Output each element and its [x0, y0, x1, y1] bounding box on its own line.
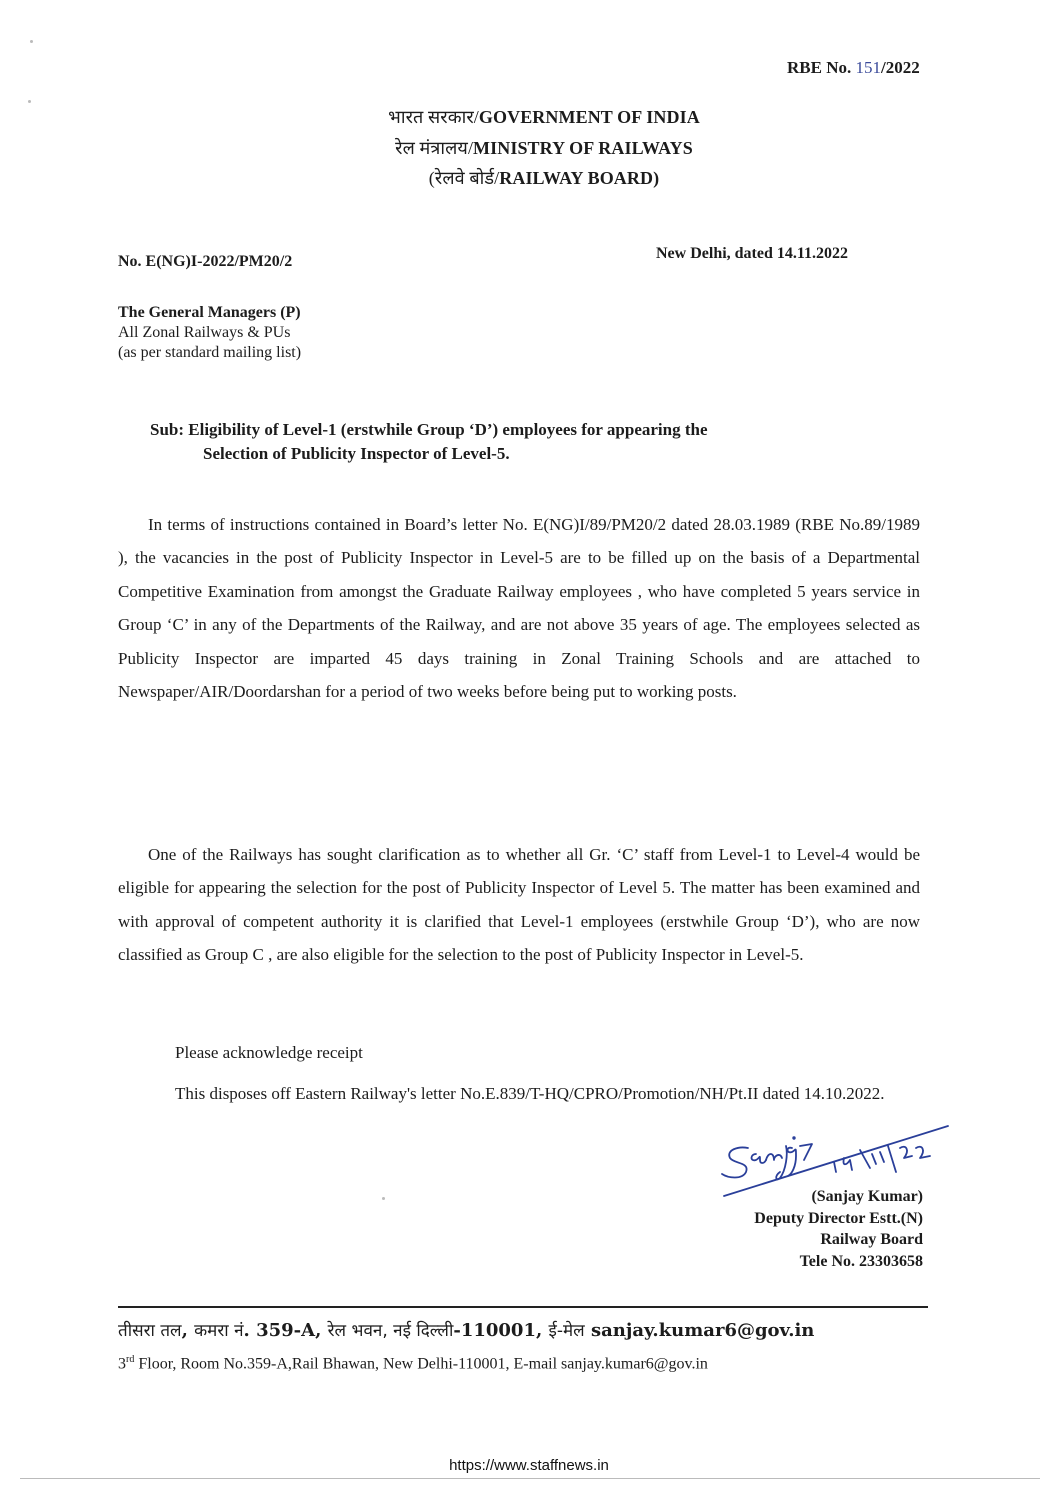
footer-hindi-building: रेल भवन, नई दिल्ली	[327, 1321, 454, 1341]
rbe-handwritten-number: 151	[855, 58, 881, 77]
signatory-office: Railway Board	[820, 1231, 923, 1248]
footer-hindi-address	[118, 1318, 814, 1341]
signatory-designation: Deputy Director Estt.(N)	[754, 1209, 923, 1227]
footer-hindi-email-label: ई-मेल	[548, 1321, 585, 1341]
body-paragraph-1-text: In terms of instructions contained in Board’s letter No. E(NG)I/89/PM20/2 dated 28.03.1989 (RBE No.89/1989 ), the vacancies in the post of Publicity Inspector in Level-5 are to be filled up on the basis of a Departmental Competitive Examination from amongst the Graduate Railway employees , who have completed 5 years service in Group ‘C’ in any of the Departments of the Railway, and are not above 35 years of age. The employees selected as Publicity Inspector are imparted 45 days training in Zonal Training Schools and are attached to Newspaper/AIR/Doordarshan for a period of two weeks before being put to working posts.	[118, 515, 920, 702]
header-board	[0, 166, 1058, 190]
body-paragraph-2-text: One of the Railways has sought clarification as to whether all Gr. ‘C’ staff from Level-1 to Level-4 would be eligible for appearing the selection for the post of Publicity Inspector of Level 5. The matter has been examined and with approval of competent authority it is clarified that Level-1 employees (erstwhile Group ‘D’), who are now classified as Group C , are also eligible for the selection to the post of Publicity Inspector in Level-5.	[118, 845, 920, 965]
scan-speck	[382, 1197, 385, 1200]
footer-divider	[118, 1306, 928, 1308]
header-ministry-hindi: रेल मंत्रालय/	[395, 138, 474, 158]
header-ministry-english: MINISTRY OF RAILWAYS	[473, 138, 693, 158]
header-government	[0, 105, 1058, 129]
addressee-line-3: (as per standard mailing list)	[118, 344, 302, 361]
scan-speck	[30, 40, 33, 43]
signatory-block	[660, 1186, 923, 1272]
place-date: New Delhi, dated 14.11.2022	[656, 245, 848, 262]
footer-email: sanjay.kumar6@gov.in	[584, 1320, 815, 1341]
page-bottom-edge	[20, 1478, 1040, 1479]
subject	[150, 418, 920, 466]
header-board-english: RAILWAY BOARD)	[499, 168, 660, 188]
rbe-number	[787, 58, 920, 78]
addressee-line-1: The General Managers (P)	[118, 304, 301, 321]
reference-number: No. E(NG)I-2022/PM20/2	[118, 253, 293, 270]
footer-english-address	[118, 1354, 708, 1373]
subject-line-1: Sub: Eligibility of Level-1 (erstwhile Group ‘D’) employees for appearing the	[150, 420, 708, 439]
footer-english-address-text: Floor, Room No.359-A,Rail Bhawan, New Delhi-110001, E-mail sanjay.kumar6@gov.in	[134, 1355, 708, 1373]
footer-floor-number: 3	[118, 1355, 126, 1373]
signatory-name: (Sanjay Kumar)	[811, 1188, 923, 1205]
rbe-prefix: RBE No.	[787, 58, 856, 77]
addressee	[118, 303, 301, 363]
disposes-paragraph	[118, 1077, 920, 1111]
signatory-phone: Tele No. 23303658	[799, 1252, 923, 1270]
header-board-hindi: (रेलवे बोर्ड/	[428, 168, 500, 188]
disposes-text: This disposes off Eastern Railway's letter No.E.839/T-HQ/CPRO/Promotion/NH/Pt.II dated 14.10.2022.	[175, 1084, 885, 1103]
rbe-year: /2022	[880, 58, 920, 77]
scan-speck	[28, 100, 31, 103]
body-paragraph-2	[118, 838, 920, 972]
footer-sep: ,	[181, 1320, 195, 1341]
footer-hindi-floor: तीसरा तल	[118, 1321, 182, 1341]
header-ministry	[0, 136, 1058, 160]
footer-pin: -110001,	[453, 1320, 549, 1341]
body-paragraph-1	[118, 508, 920, 708]
footer-room-number: . 359-A,	[243, 1320, 328, 1341]
subject-line-2: Selection of Publicity Inspector of Level-5.	[203, 444, 510, 463]
acknowledge-line: Please acknowledge receipt	[175, 1043, 363, 1062]
header-government-english: GOVERNMENT OF INDIA	[478, 107, 700, 127]
header-government-hindi: भारत सरकार/	[388, 107, 479, 127]
addressee-line-2: All Zonal Railways & PUs	[118, 324, 291, 341]
footer-floor-suffix: rd	[126, 1354, 135, 1365]
watermark-url: https://www.staffnews.in	[449, 1457, 609, 1474]
footer-hindi-room: कमरा नं	[194, 1321, 244, 1341]
